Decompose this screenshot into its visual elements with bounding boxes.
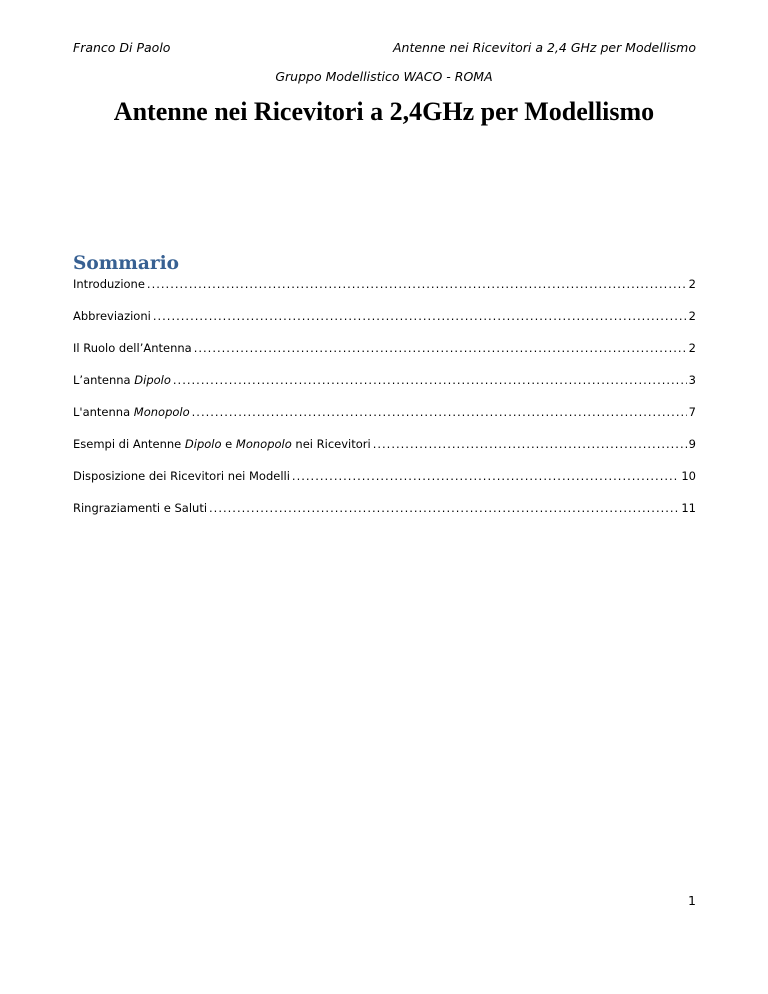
toc-entry[interactable] bbox=[73, 309, 696, 327]
toc-entry-page: 7 bbox=[688, 405, 696, 419]
toc-entry-title bbox=[73, 341, 192, 355]
toc-entry-title-part: Ringraziamenti e Saluti bbox=[73, 501, 208, 515]
toc-entry-title-part: e bbox=[221, 437, 236, 451]
header-group: Gruppo Modellistico WACO - ROMA bbox=[275, 69, 493, 84]
toc-entry[interactable] bbox=[73, 437, 696, 455]
toc-entry-title bbox=[73, 373, 171, 387]
toc-heading: Sommario bbox=[73, 253, 179, 274]
toc-dot-leader bbox=[292, 469, 679, 483]
toc-entry-title bbox=[73, 277, 145, 291]
toc-entry[interactable] bbox=[73, 501, 696, 519]
toc-entry-page: 11 bbox=[681, 501, 696, 515]
toc-dot-leader bbox=[194, 341, 687, 355]
toc-entry-title-part: Disposizione dei Ricevitori nei Modelli bbox=[73, 469, 290, 483]
document-title: Antenne nei Ricevitori a 2,4GHz per Modellismo bbox=[113, 97, 655, 126]
toc-dot-leader bbox=[373, 437, 687, 451]
page-number: 1 bbox=[688, 893, 696, 908]
toc-entry-page: 10 bbox=[681, 469, 696, 483]
toc-entry-title-part: nei Ricevitori bbox=[291, 437, 371, 451]
toc-dot-leader bbox=[209, 501, 679, 515]
toc-entry-title-part: Dipolo bbox=[184, 437, 222, 451]
toc-dot-leader bbox=[147, 277, 687, 291]
toc-entry-title-part: L'antenna bbox=[73, 405, 134, 419]
toc-entry[interactable] bbox=[73, 373, 696, 391]
toc-entry-title-part: Monopolo bbox=[133, 405, 190, 419]
toc-entry-title bbox=[73, 437, 371, 451]
toc-entry-title-part: Monopolo bbox=[235, 437, 292, 451]
toc-entry-page: 2 bbox=[688, 277, 696, 291]
toc-entry-title bbox=[73, 469, 290, 483]
header-author: Franco Di Paolo bbox=[73, 40, 171, 55]
toc-entry-title bbox=[73, 501, 207, 515]
toc-entry-title-part: Introduzione bbox=[73, 277, 145, 291]
toc-entry-page: 2 bbox=[688, 309, 696, 323]
toc-entry[interactable] bbox=[73, 341, 696, 359]
toc-entry[interactable] bbox=[73, 469, 696, 487]
header-document-title: Antenne nei Ricevitori a 2,4 GHz per Modellismo bbox=[392, 40, 696, 55]
toc-entry[interactable] bbox=[73, 405, 696, 423]
toc-entry-page: 9 bbox=[688, 437, 696, 451]
toc-entry-title-part: Abbreviazioni bbox=[73, 309, 151, 323]
toc-dot-leader bbox=[153, 309, 687, 323]
toc-entry-title-part: L’antenna bbox=[73, 373, 135, 387]
toc-dot-leader bbox=[192, 405, 687, 419]
toc-entry-page: 2 bbox=[688, 341, 696, 355]
table-of-contents bbox=[73, 277, 696, 533]
toc-entry-title-part: Esempi di Antenne bbox=[73, 437, 185, 451]
toc-entry[interactable] bbox=[73, 277, 696, 295]
toc-entry-title bbox=[73, 405, 190, 419]
toc-entry-title bbox=[73, 309, 151, 323]
toc-entry-page: 3 bbox=[688, 373, 696, 387]
toc-entry-title-part: Dipolo bbox=[134, 373, 171, 387]
toc-entry-title-part: Il Ruolo dell’Antenna bbox=[73, 341, 192, 355]
toc-dot-leader bbox=[173, 373, 687, 387]
